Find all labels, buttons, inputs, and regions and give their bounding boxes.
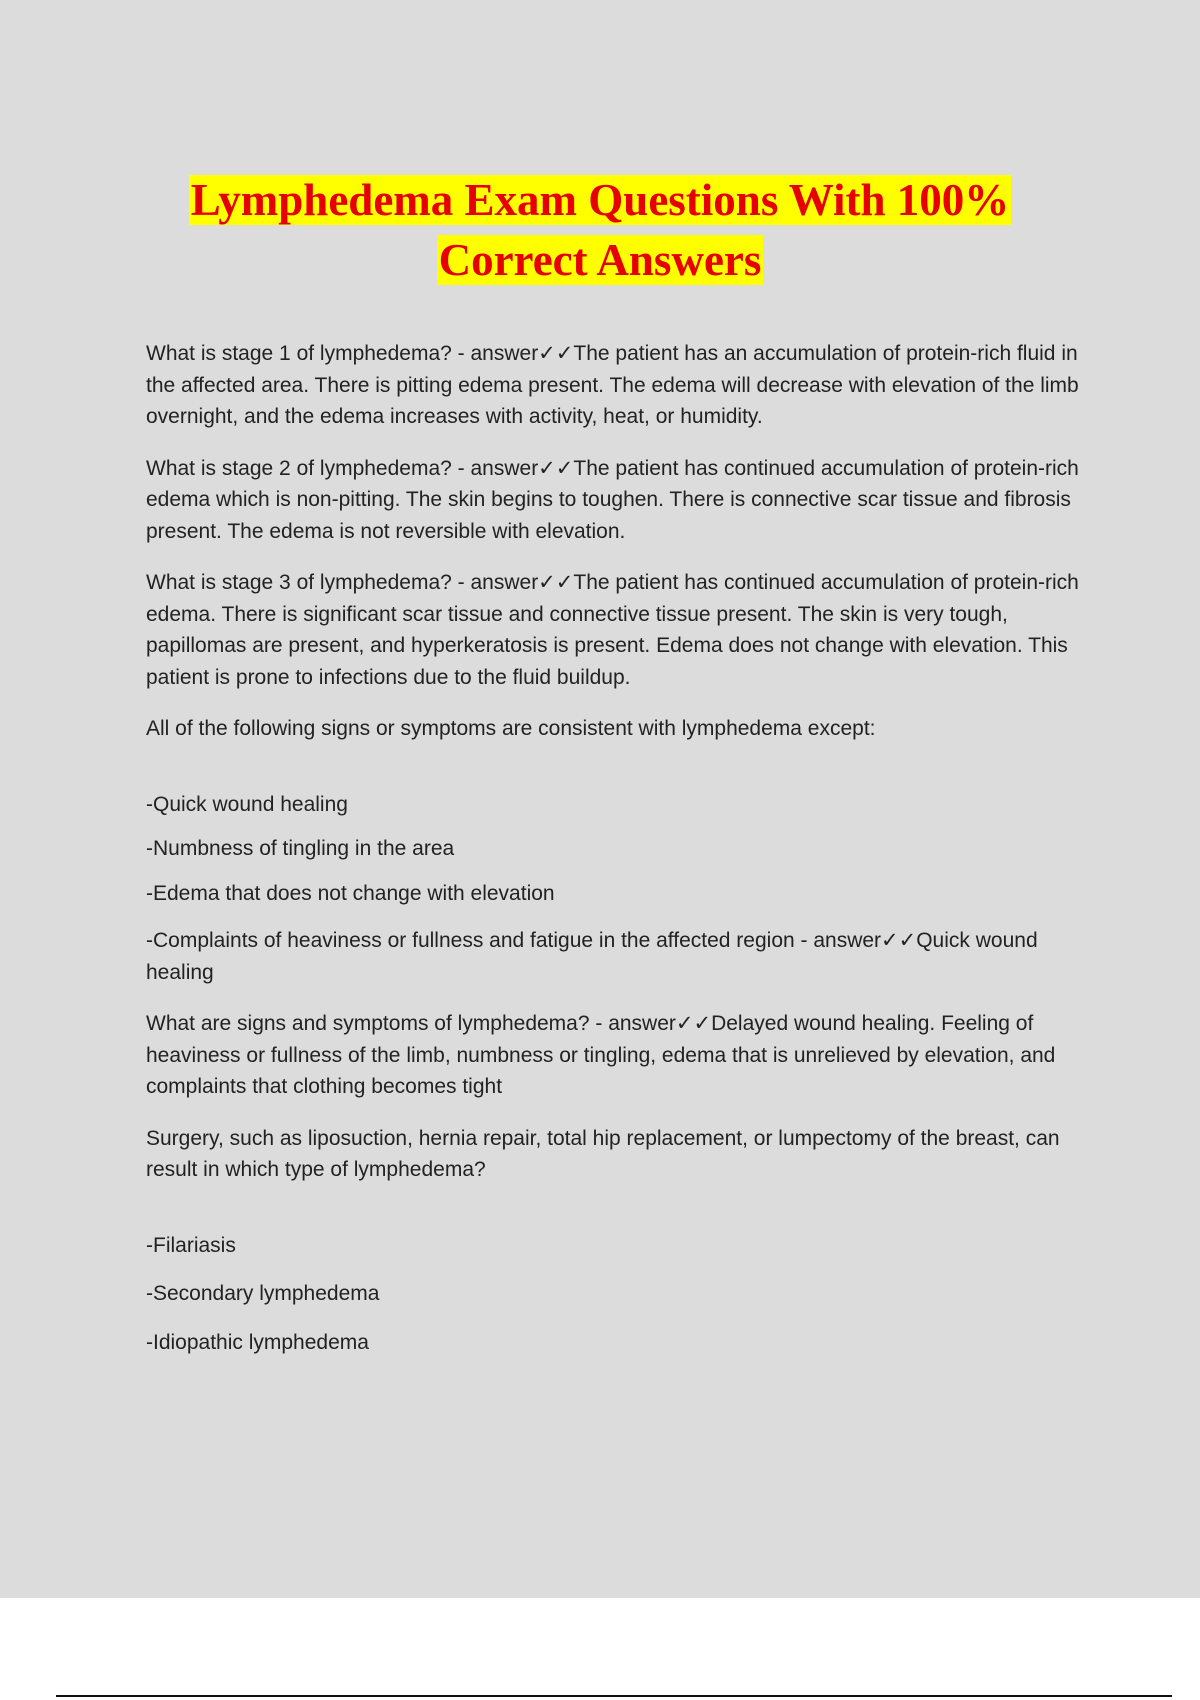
title-line-2: Correct Answers	[438, 235, 762, 285]
question-except: All of the following signs or symptoms are consistent with lymphedema except:	[146, 717, 876, 740]
question-stage-3: What is stage 3 of lymphedema? - answer✓✓The patient has continued accumulation of protein-rich edema. There is significant scar tissue and connective tissue present. The skin is very tough, papillomas are present, and hyperkeratosis is present. Edema does not change with elevation. This patient is prone to infections due to the fluid buildup.	[146, 571, 1079, 689]
option-item: -Filariasis	[146, 1233, 236, 1257]
question-stage-1: What is stage 1 of lymphedema? - answer✓✓The patient has an accumulation of protein-rich fluid in the affected area. There is pitting edema present. The edema will decrease with elevation of the limb overnight, and the edema increases with activity, heat, or humidity.	[146, 342, 1079, 428]
question-stage-2: What is stage 2 of lymphedema? - answer✓✓The patient has continued accumulation of protein-rich edema which is non-pitting. The skin begins to toughen. There is connective scar tissue and fibrosis present. The edema is not reversible with elevation.	[146, 456, 1079, 543]
option-item-with-answer: -Complaints of heaviness or fullness and fatigue in the affected region - answer✓✓Quick wound healing	[146, 929, 1038, 984]
option-item: -Idiopathic lymphedema	[146, 1330, 369, 1354]
document-body	[146, 338, 1086, 1358]
spacer	[146, 745, 1086, 789]
question-surgery: Surgery, such as liposuction, hernia repair, total hip replacement, or lumpectomy of the breast, can result in which type of lymphedema?	[146, 1126, 1060, 1181]
question-signs-symptoms: What are signs and symptoms of lymphedema? - answer✓✓Delayed wound healing. Feeling of heaviness or fullness of the limb, numbness or tingling, edema that is unrelieved by elevation, and complaints that clothing becomes tight	[146, 1012, 1056, 1098]
title-line-1: Lymphedema Exam Questions With 100%	[190, 175, 1010, 225]
footer-divider	[56, 1695, 1172, 1697]
spacer	[146, 1186, 1086, 1230]
option-item: -Secondary lymphedema	[146, 1282, 380, 1305]
option-item: -Edema that does not change with elevation	[146, 881, 555, 905]
option-item: -Quick wound healing	[146, 792, 348, 816]
option-item: -Numbness of tingling in the area	[146, 837, 455, 860]
document-title	[0, 170, 1200, 290]
